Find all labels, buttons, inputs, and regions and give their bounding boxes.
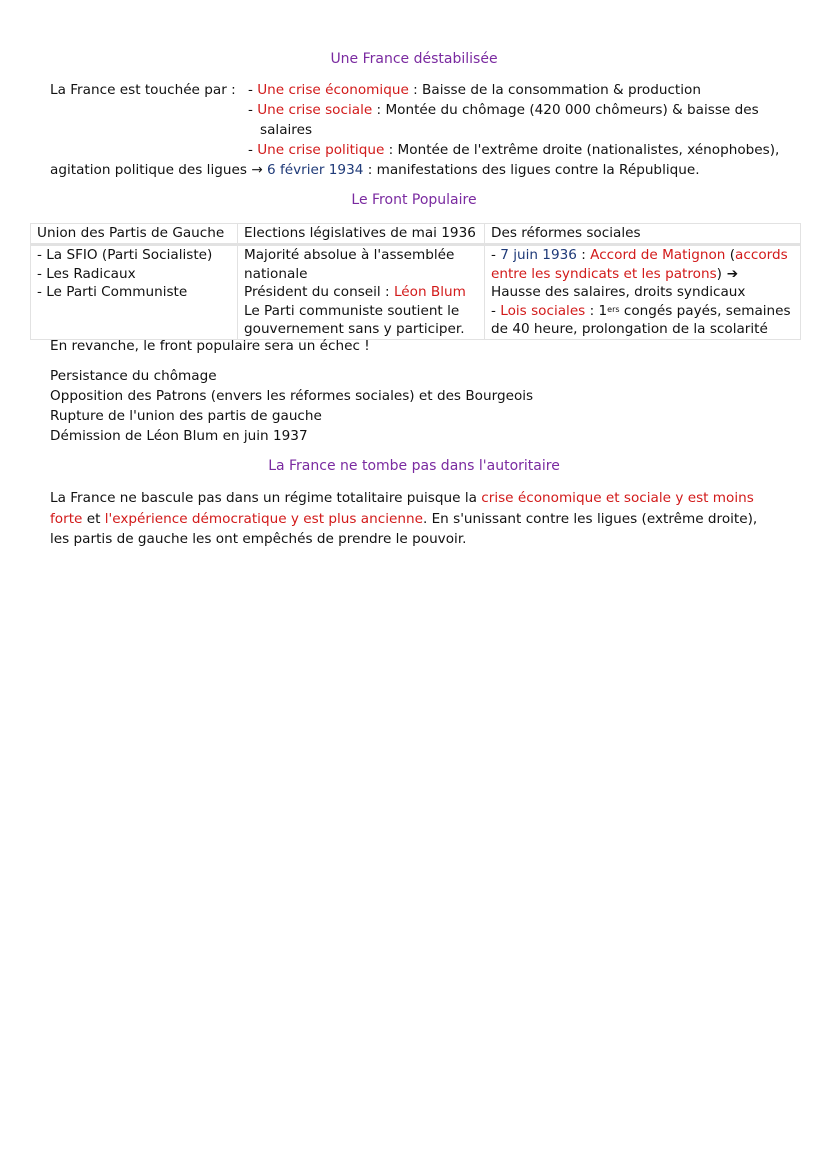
section-title-france-destabilisee: Une France déstabilisée [330, 51, 498, 67]
superscript-ers: ers [607, 304, 620, 314]
crise-politique-text: : Montée de l'extrême droite (nationalistes, xénophobes), [384, 142, 780, 158]
president-prefix: Président du conseil : [244, 284, 394, 301]
president-name: Léon Blum [393, 284, 466, 301]
separator: : [576, 247, 591, 263]
cell-reformes [485, 245, 801, 340]
crise-politique-label: Une crise politique [257, 142, 385, 158]
parti-radicaux: - Les Radicaux [37, 265, 136, 282]
dash: - [491, 302, 501, 319]
section-title-front-populaire: Le Front Populaire [351, 192, 477, 208]
lois-sociales-label: Lois sociales [500, 302, 586, 319]
agitation-prefix: agitation politique des ligues [50, 162, 252, 178]
date-6-fevrier-1934: 6 février 1934 [262, 162, 364, 178]
dash: - [491, 247, 501, 263]
echec-statement: En revanche, le front populaire sera un échec ! [50, 338, 370, 354]
crise-economique-line [248, 82, 701, 98]
reason-item: Rupture de l'union des partis de gauche [50, 408, 322, 424]
lois-sep: : 1 [585, 302, 608, 319]
lois-rest: congés payés, semaines [619, 302, 791, 319]
crise-sociale-continuation: salaires [260, 122, 313, 138]
conclusion-p3: . En s'unissant contre les ligues (extrême droite), les partis de gauche les ont empêchés de prendre le pouvoir. [50, 510, 758, 547]
president-line [244, 283, 478, 302]
intro-text: La France est touchée par : [50, 82, 236, 98]
lois-sociales-line [491, 302, 794, 321]
soutien-line1: Le Parti communiste soutient le [244, 302, 460, 319]
reason-item: Opposition des Patrons (envers les réformes sociales) et des Bourgeois [50, 388, 534, 404]
table-row [31, 245, 801, 340]
crise-economique-label: Une crise économique [257, 82, 409, 98]
front-populaire-table [30, 223, 801, 340]
accords-line [491, 265, 794, 284]
reason-item: Démission de Léon Blum en juin 1937 [50, 428, 308, 444]
conclusion-red2: l'expérience démocratique y est plus ancienne [104, 510, 423, 527]
arrow-right-icon: ➔ [721, 265, 739, 282]
soutien-line2: gouvernement sans y participer. [244, 321, 465, 338]
parti-communiste: - Le Parti Communiste [37, 284, 188, 301]
conclusion-p1: La France ne bascule pas dans un régime totalitaire puisque la [50, 490, 482, 506]
arrow-right-icon: → [251, 162, 263, 178]
cell-elections [238, 245, 485, 340]
cell-partis [31, 245, 238, 340]
dash: - [248, 142, 258, 158]
paren-open: ( [725, 247, 736, 263]
conclusion-paragraph [50, 488, 770, 550]
header-union-partis-gauche: Union des Partis de Gauche [31, 224, 238, 245]
accords-line2: entre les syndicats et les patrons [491, 265, 717, 282]
section-title-autoritaire: La France ne tombe pas dans l'autoritaire [268, 458, 560, 474]
crise-economique-text: : Baisse de la consommation & production [408, 82, 701, 98]
conclusion-red1: crise économique et sociale y est moins forte [50, 490, 754, 527]
agitation-suffix: : manifestations des ligues contre la République. [363, 162, 700, 178]
paren-close: ) [716, 265, 722, 282]
lois-sociales-line2: de 40 heure, prolongation de la scolarité [491, 321, 768, 338]
reason-item: Persistance du chômage [50, 368, 217, 384]
accord-matignon: Accord de Matignon [590, 247, 726, 263]
majorite-line2: nationale [244, 265, 308, 282]
crise-sociale-label: Une crise sociale [257, 102, 373, 118]
header-elections-legislatives: Elections législatives de mai 1936 [238, 224, 485, 245]
crise-sociale-line [248, 102, 759, 118]
header-reformes-sociales: Des réformes sociales [485, 224, 801, 245]
dash: - [248, 82, 258, 98]
conclusion-p2: et [82, 510, 105, 527]
accords-line1: accords [735, 247, 788, 263]
majorite-line1: Majorité absolue à l'assemblée [244, 247, 455, 263]
crise-sociale-text: : Montée du chômage (420 000 chômeurs) & baisse des [372, 102, 759, 118]
crise-politique-line [248, 142, 779, 158]
matignon-line [491, 246, 794, 265]
date-7-juin-1936: 7 juin 1936 [500, 247, 577, 263]
parti-sfio: - La SFIO (Parti Socialiste) [37, 247, 213, 263]
table-header-row [31, 224, 801, 245]
hausse-salaires: Hausse des salaires, droits syndicaux [491, 284, 746, 301]
dash: - [248, 102, 258, 118]
agitation-line [50, 162, 700, 178]
